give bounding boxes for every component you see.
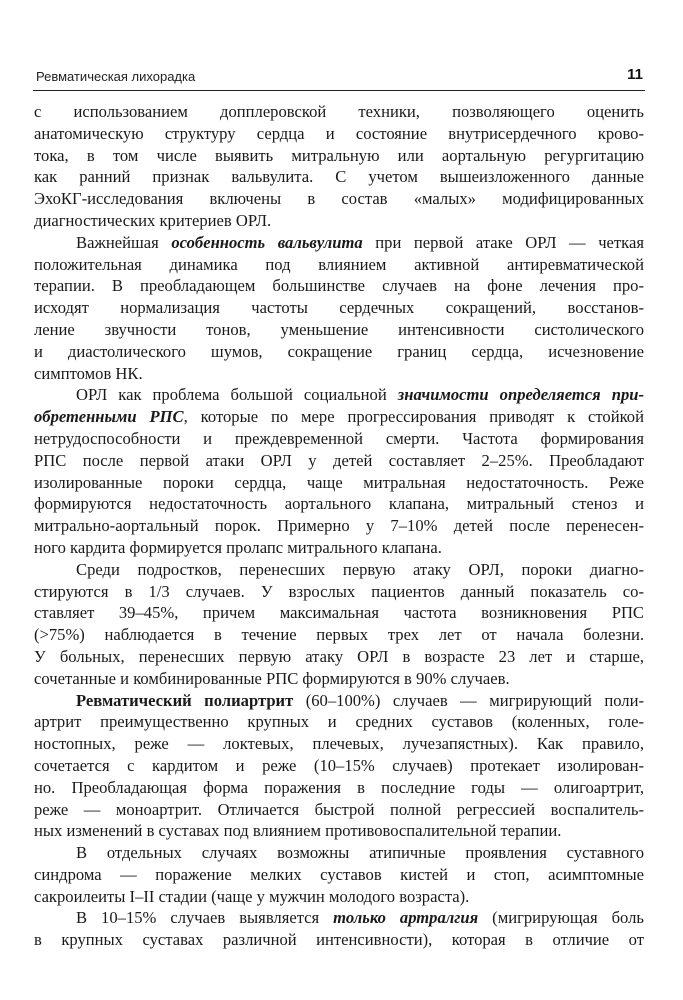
text-run: сочетанные и комбинированные РПС формируются в 90% случаев.	[34, 668, 510, 688]
text-line	[34, 123, 644, 145]
text-line	[34, 668, 644, 690]
text-line	[34, 646, 644, 668]
text-line	[34, 319, 644, 341]
text-line	[34, 842, 644, 864]
text-line	[34, 428, 644, 450]
text-run: исходят нормализация частоты сердечных сокращений, восстанов-	[34, 298, 644, 318]
text-run: и диастолического шумов, сокращение границ сердца, исчезновение	[34, 341, 644, 361]
text-line	[34, 297, 644, 319]
emphasized-text: особенность вальвулита	[171, 232, 363, 252]
text-run: с использованием допплеровской техники, позволяющего оценить	[34, 102, 644, 121]
text-line	[34, 363, 644, 385]
text-run: митрально-аортальный порок. Примерно у 7–10% детей после перенесен-	[34, 516, 644, 536]
text-line	[34, 624, 644, 646]
paragraph	[34, 101, 644, 232]
text-run: РПС после первой атаки ОРЛ у детей составляет 2–25%. Преобладают	[34, 450, 644, 470]
paragraph	[34, 384, 644, 558]
text-run: Важнейшая	[76, 232, 172, 252]
text-line	[34, 799, 644, 821]
text-run: при первой атаке ОРЛ — четкая	[362, 232, 644, 252]
text-run: (60–100%) случаев — мигрирующий поли-	[293, 690, 644, 710]
text-run: сочетается с кардитом и реже (10–15% случаев) протекает изолирован-	[34, 755, 644, 775]
text-run: стируются в 1/3 случаев. У взрослых пациентов данный показатель со-	[34, 581, 644, 601]
text-run: положительная динамика под влиянием активной антиревматической	[34, 254, 644, 274]
paragraph	[34, 232, 644, 385]
text-run: реже — моноартрит. Отличается быстрой полной регрессией воспалитель-	[34, 799, 644, 819]
emphasized-text: обретенными РПС	[34, 407, 184, 427]
text-run: но. Преобладающая форма поражения в последние годы — олигоартрит,	[34, 777, 644, 797]
paragraph	[34, 907, 644, 951]
text-run: диагностических критериев ОРЛ.	[34, 210, 272, 230]
paragraph	[34, 842, 644, 907]
emphasized-text: Ревматический полиартрит	[76, 690, 294, 710]
text-line	[34, 210, 644, 232]
text-run: В отдельных случаях возможны атипичные проявления суставного	[76, 843, 644, 863]
text-line	[34, 820, 644, 842]
text-run: как ранний признак вальвулита. С учетом вышеизложенного данные	[34, 167, 644, 187]
paragraph	[34, 559, 644, 690]
text-run: Среди подростков, перенесших первую атаку ОРЛ, пороки диагно-	[76, 559, 644, 579]
text-line	[34, 537, 644, 559]
text-line	[34, 515, 644, 537]
emphasized-text: значимости определяется при-	[397, 385, 644, 405]
text-run: (>75%) наблюдается в течение первых трех лет от начала болезни.	[34, 625, 644, 645]
text-run: формируются недостаточность аортального клапана, митральный стеноз и	[34, 494, 644, 514]
text-run: артрит преимущественно крупных и средних суставов (коленных, голе-	[34, 712, 644, 732]
text-run: сакроилеиты I–II стадии (чаще у мужчин молодого возраста).	[34, 886, 470, 906]
text-line	[34, 450, 644, 472]
text-line	[34, 406, 644, 428]
text-run: ного кардита формируется пролапс митрального клапана.	[34, 537, 442, 557]
paragraph	[34, 690, 644, 843]
text-run: симптомов НК.	[34, 363, 143, 383]
text-line	[34, 602, 644, 624]
text-run: ных изменений в суставах под влиянием противовоспалительной терапии.	[34, 821, 562, 841]
text-line	[34, 733, 644, 755]
text-run: в крупных суставах различной интенсивности), которая в отличие от	[34, 930, 644, 950]
text-run: изолированные пороки сердца, чаще митральная недостаточность. Реже	[34, 472, 644, 492]
text-line	[34, 145, 644, 167]
text-run: нетрудоспособности и преждевременной смерти. Частота формирования	[34, 428, 644, 448]
text-line	[34, 384, 644, 406]
text-run: (мигрирующая боль	[478, 908, 644, 928]
text-run: терапии. В преобладающем большинстве случаев на фоне лечения про-	[34, 276, 644, 296]
text-line	[34, 166, 644, 188]
text-line	[34, 929, 644, 951]
text-run: тока, в том числе выявить митральную или аортальную регургитацию	[34, 145, 644, 165]
text-run: ностопных, реже — локтевых, плечевых, лучезапястных). Как правило,	[34, 734, 644, 754]
text-line	[34, 777, 644, 799]
text-line	[34, 559, 644, 581]
text-line	[34, 864, 644, 886]
text-line	[34, 907, 644, 929]
text-run: ЭхоКГ-исследования включены в состав «малых» модифицированных	[34, 189, 644, 209]
running-title: Ревматическая лихорадка	[36, 69, 196, 84]
text-line	[34, 581, 644, 603]
text-run: ление звучности тонов, уменьшение интенсивности систолического	[34, 319, 644, 339]
text-run: ОРЛ как проблема большой социальной	[76, 385, 398, 405]
text-run: В 10–15% случаев выявляется	[76, 908, 334, 928]
text-line	[34, 232, 644, 254]
text-line	[34, 254, 644, 276]
text-line	[34, 101, 644, 123]
text-run: синдрома — поражение мелких суставов кистей и стоп, асимптомные	[34, 864, 644, 884]
text-line	[34, 493, 644, 515]
text-line	[34, 472, 644, 494]
text-run: ставляет 39–45%, причем максимальная частота возникновения РПС	[34, 603, 644, 623]
text-line	[34, 690, 644, 712]
page-number: 11	[627, 66, 643, 83]
text-run: У больных, перенесших первую атаку ОРЛ в возрасте 23 лет и старше,	[34, 646, 644, 666]
page-header	[33, 60, 645, 91]
text-line	[34, 711, 644, 733]
body-text	[34, 101, 644, 951]
text-line	[34, 275, 644, 297]
text-line	[34, 341, 644, 363]
text-line	[34, 188, 644, 210]
text-line	[34, 755, 644, 777]
text-run: анатомическую структуру сердца и состояние внутрисердечного крово-	[34, 123, 644, 143]
emphasized-text: только артралгия	[333, 908, 479, 928]
text-run: , которые по мере прогрессирования приводят к стойкой	[183, 407, 644, 427]
text-line	[34, 886, 644, 908]
